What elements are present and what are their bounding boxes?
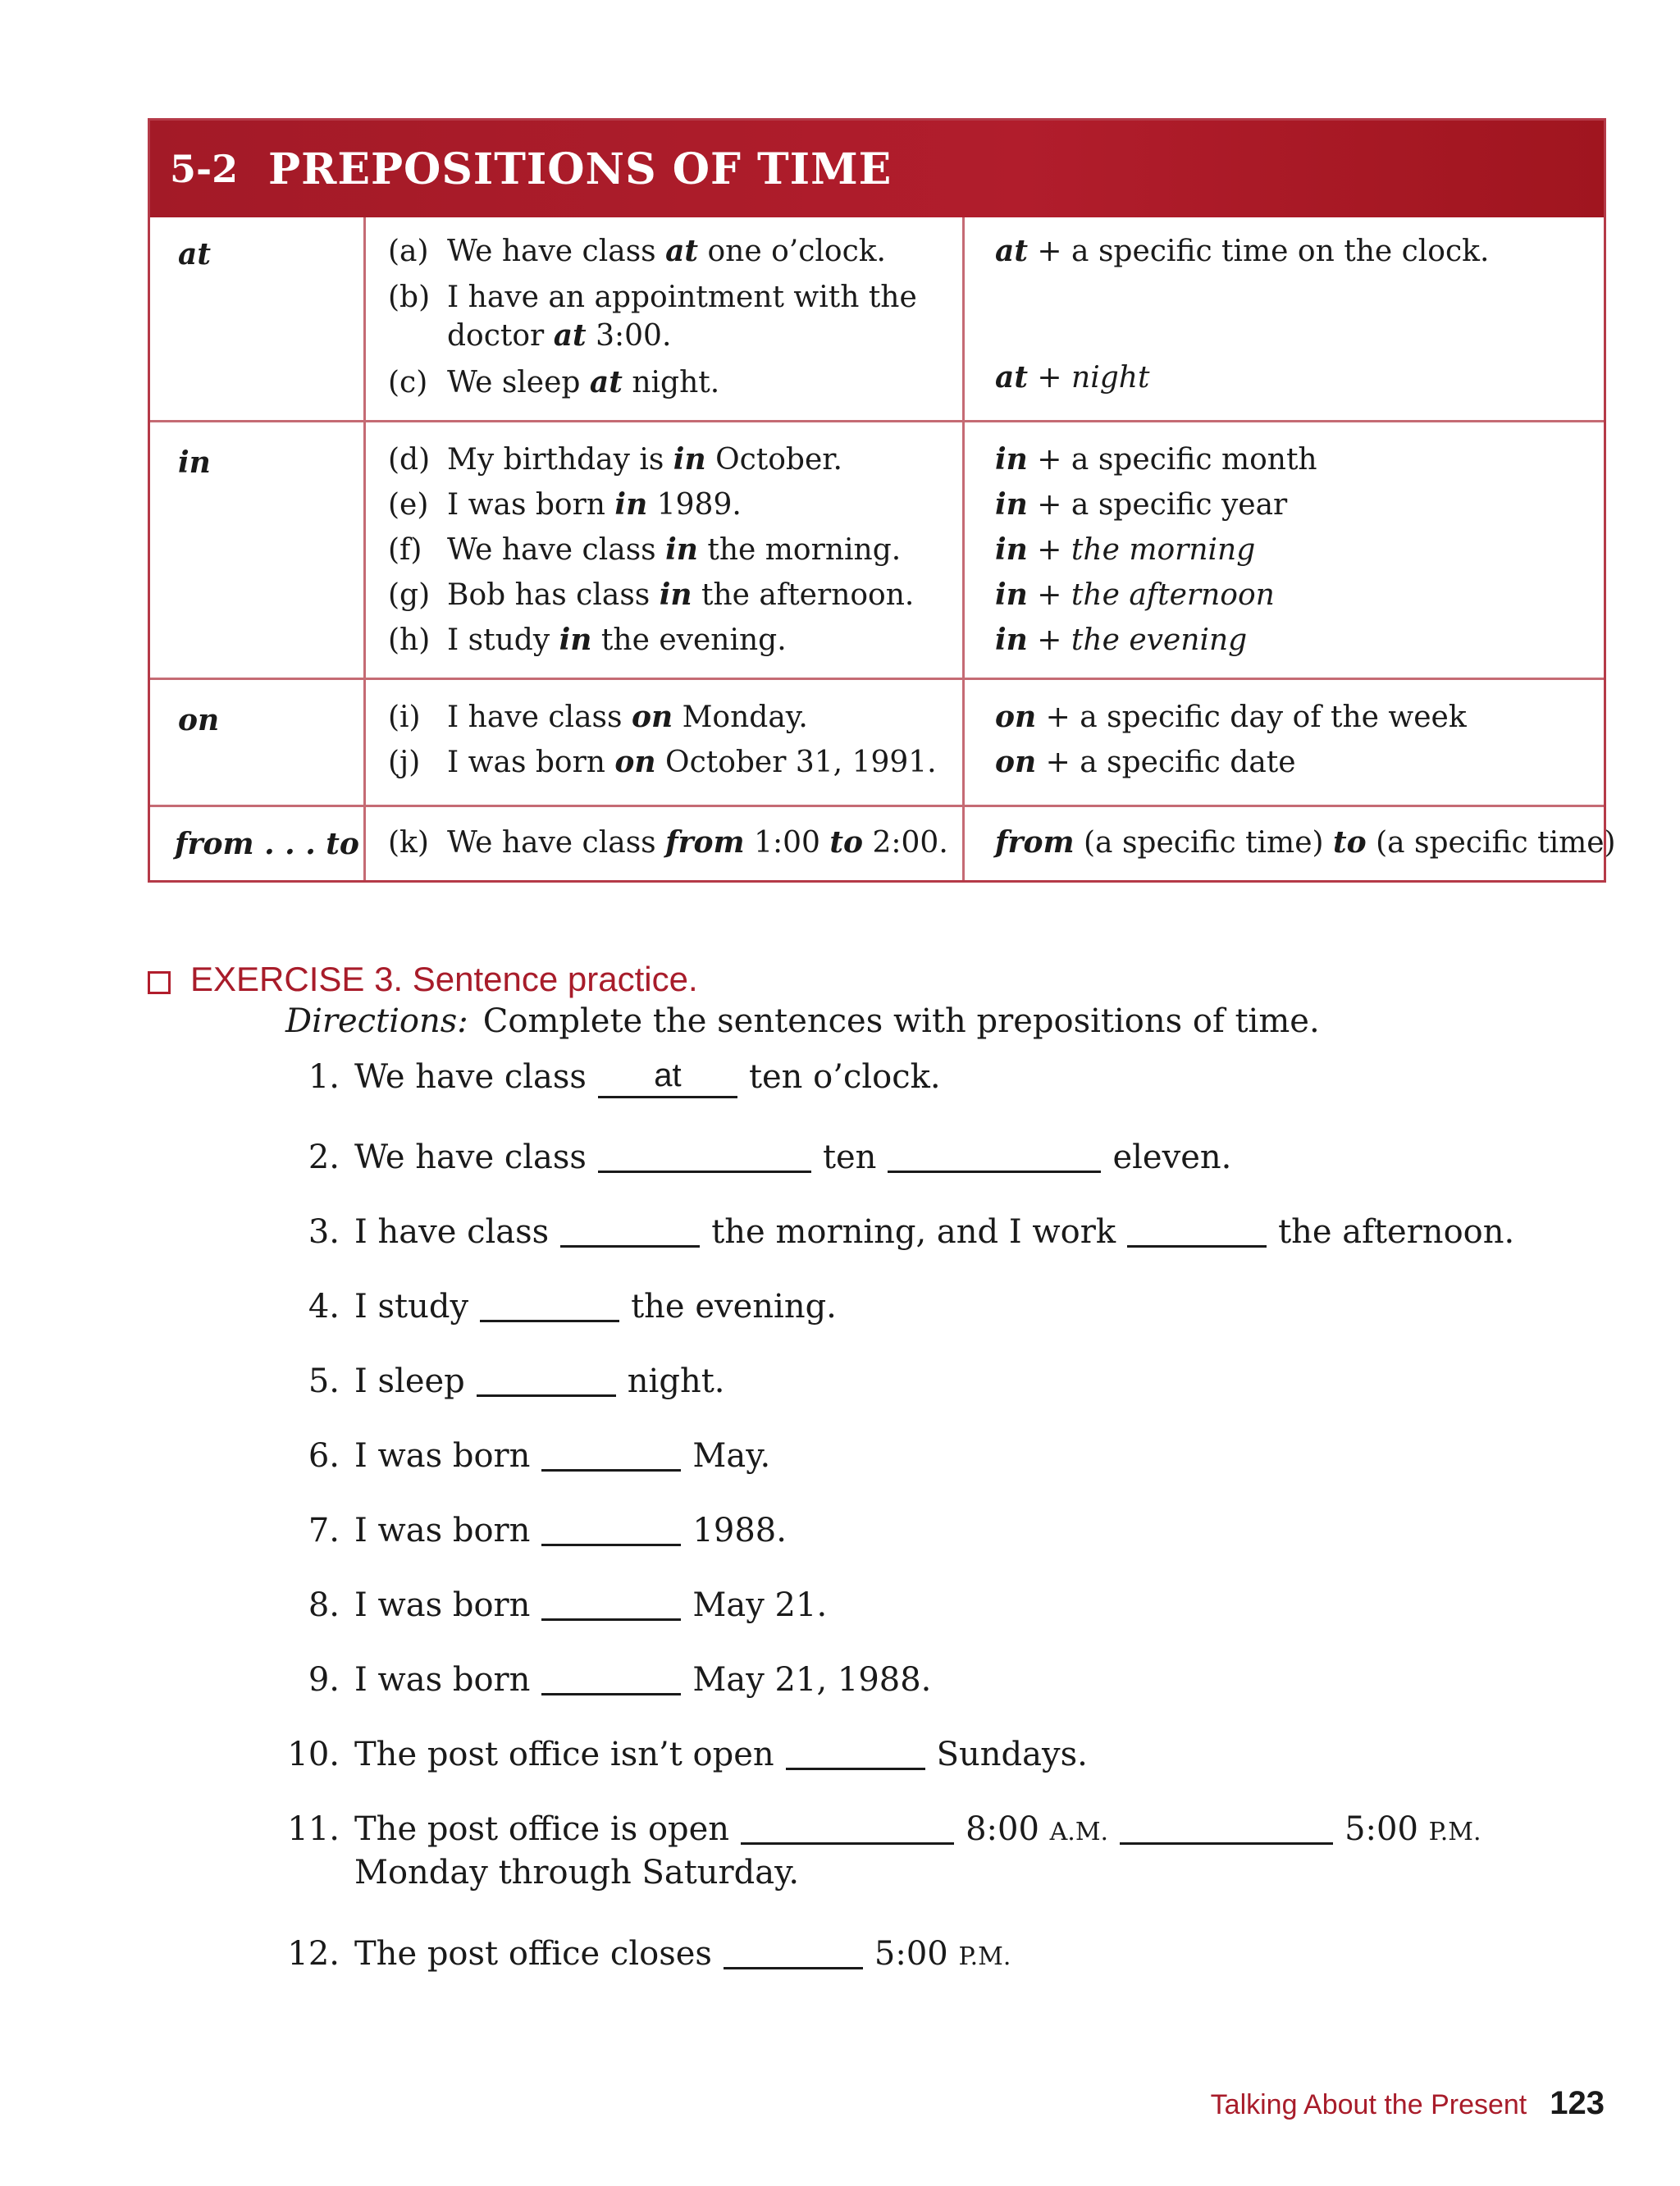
exercise-item: 4. I study the evening.	[308, 1288, 837, 1326]
exercise-item: 3. I have class the morning, and I work the afternoon.	[308, 1213, 1515, 1251]
example-line: (k) We have class from 1:00 to 2:00.	[388, 825, 948, 860]
exercise-item: 7. I was born 1988.	[308, 1512, 787, 1549]
answer-blank[interactable]: at	[598, 1063, 737, 1098]
exercise-item: 11. The post office is open 8:00 A.M. 5:00 P.M.	[287, 1810, 1481, 1848]
answer-blank[interactable]	[541, 1660, 681, 1695]
running-title: Talking About the Present	[1210, 2089, 1527, 2120]
keyword: from . . . to	[175, 827, 359, 861]
exercise-item: 12. The post office closes 5:00 P.M.	[287, 1935, 1011, 1973]
answer-blank[interactable]	[598, 1138, 811, 1173]
chart-number: 5-2	[170, 147, 239, 191]
answer-blank[interactable]	[741, 1809, 954, 1845]
chart-header	[150, 121, 1604, 217]
chart-row-in	[150, 420, 1604, 678]
example-line: (g) Bob has class in the afternoon.	[388, 577, 915, 612]
example-line: (f) We have class in the morning.	[388, 532, 902, 567]
prepositions-chart	[148, 118, 1616, 883]
exercise-item: 5. I sleep night.	[308, 1362, 725, 1400]
exercise-item: 1. We have class at ten o’clock.	[279, 1058, 941, 1096]
rule-line: in + the afternoon	[995, 577, 1275, 612]
example-line: (c) We sleep at night.	[388, 365, 720, 399]
exercise-item: 6. I was born May.	[308, 1437, 771, 1475]
example-line: (j) I was born on October 31, 1991.	[388, 745, 937, 779]
exercise-title: EXERCISE 3. Sentence practice.	[190, 960, 698, 998]
exercise-item: 2. We have class ten eleven.	[308, 1139, 1232, 1176]
example-line: (a) We have class at one o’clock.	[388, 234, 886, 268]
answer-blank[interactable]	[1120, 1809, 1333, 1845]
directions-text: Complete the sentences with prepositions of time.	[482, 1002, 1320, 1040]
examples	[388, 695, 937, 785]
rule-line: on + a specific day of the week	[995, 700, 1467, 734]
keyword: at	[178, 237, 211, 272]
answer-blank[interactable]	[480, 1287, 619, 1322]
rule-line: on + a specific date	[995, 745, 1296, 779]
exercise-item: 10. The post office isn’t open Sundays.	[287, 1736, 1088, 1773]
rule-line: in + a specific month	[995, 442, 1317, 477]
example-line: (b) I have an appointment with the	[388, 281, 917, 314]
chart-row-from-to	[150, 805, 1616, 883]
answer-blank[interactable]	[541, 1436, 681, 1472]
exercise-item-continued: Monday through Saturday.	[354, 1854, 800, 1892]
answer-blank[interactable]	[541, 1511, 681, 1546]
examples	[388, 437, 914, 663]
rule-line: in + the morning	[995, 532, 1256, 567]
example-line: (h) I study in the evening.	[388, 623, 787, 657]
answer-blank[interactable]	[1127, 1212, 1267, 1248]
chart-title: PREPOSITIONS OF TIME	[268, 144, 892, 194]
checkbox-icon	[148, 971, 171, 994]
chart-row-at	[150, 217, 1604, 422]
examples	[388, 229, 917, 405]
rule-line: from (a specific time) to (a specific time)	[995, 825, 1616, 860]
page-number: 123	[1550, 2085, 1605, 2121]
rule-line: in + a specific year	[995, 487, 1288, 522]
keyword: on	[178, 703, 220, 737]
rules	[995, 437, 1317, 663]
answer-blank[interactable]	[541, 1586, 681, 1621]
rule-line: in + the evening	[995, 623, 1248, 657]
directions	[285, 1002, 1320, 1040]
answer-blank[interactable]	[477, 1362, 616, 1397]
answer-blank[interactable]	[888, 1138, 1101, 1173]
page-footer	[1211, 2085, 1605, 2122]
exercise-item: 8. I was born May 21.	[308, 1586, 828, 1624]
rule-line: at + a specific time on the clock.	[995, 234, 1490, 268]
chart-row-on	[150, 678, 1604, 805]
exercise-item: 9. I was born May 21, 1988.	[308, 1661, 932, 1699]
example-line-continued: doctor at 3:00.	[447, 318, 672, 353]
example-line: (e) I was born in 1989.	[388, 487, 742, 522]
answer-blank[interactable]	[786, 1735, 925, 1770]
keyword: in	[178, 445, 211, 480]
rules	[995, 695, 1467, 785]
example-line: (i) I have class on Monday.	[388, 700, 808, 734]
example-line: (d) My birthday is in October.	[388, 442, 842, 477]
examples	[388, 820, 948, 865]
rule-line: at + night	[995, 360, 1150, 395]
answer-blank[interactable]	[724, 1934, 863, 1969]
answer-blank[interactable]	[560, 1212, 700, 1248]
directions-label: Directions:	[285, 1002, 468, 1040]
